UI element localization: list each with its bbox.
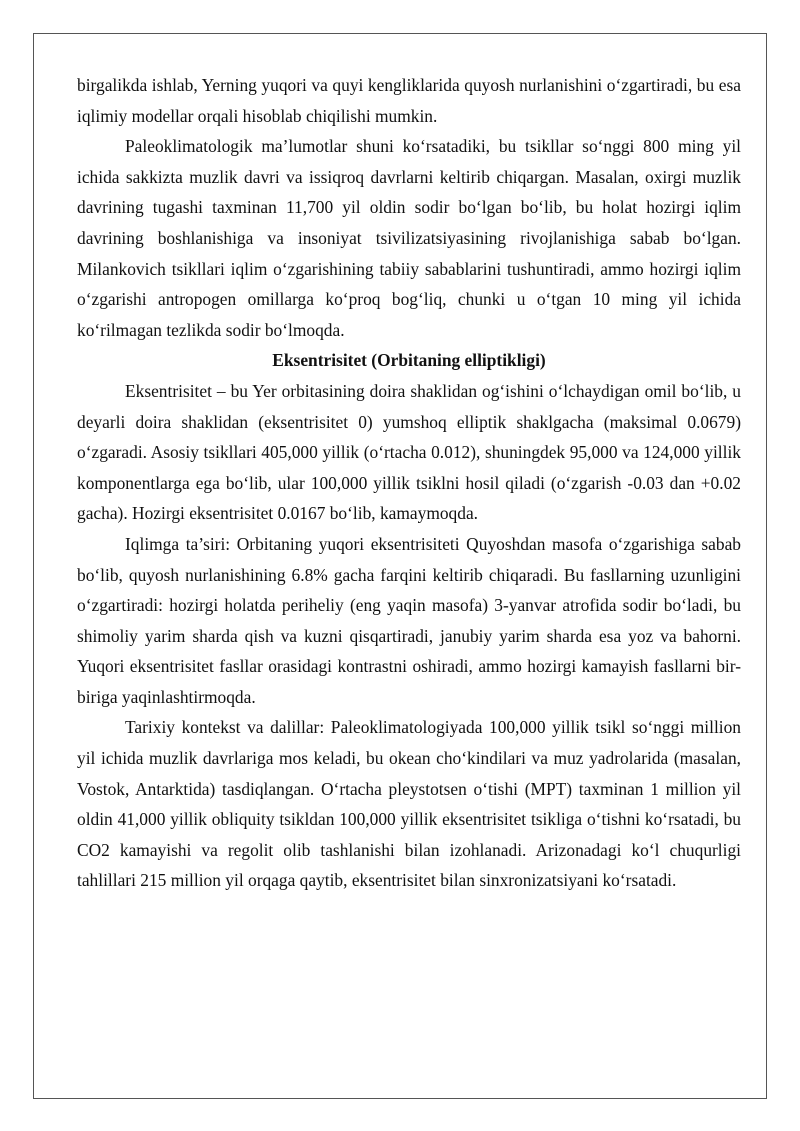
document-body [77,70,741,896]
paragraph-historical-context: Tarixiy kontekst va dalillar: Paleoklimatologiyada 100,000 yillik tsikl so‘nggi million yil ichida muzlik davrlariga mos keladi, bu okean cho‘kindilari va muz yadrolarida (masalan, Vostok, Antarktida) tasdiqlangan. O‘rtacha pleystotsen o‘tishi (MPT) taxminan 1 million yil oldin 41,000 yillik obliquity tsikldan 100,000 yillik eksentrisitet tsikliga o‘tishni ko‘rsatadi, bu CO2 kamayishi va regolit olib tashlanishi bilan izohlanadi. Arizonadagi ko‘l chuqurligi tahlillari 215 million yil orqaga qaytib, eksentrisitet bilan sinxronizatsiyani ko‘rsatadi. [77,717,741,891]
paragraph-climate-impact: Iqlimga ta’siri: Orbitaning yuqori eksentrisiteti Quyoshdan masofa o‘zgarishiga sabab bo‘lib, quyosh nurlanishining 6.8% gacha farqini keltirib chiqaradi. Bu fasllarning uzunligini o‘zgartiradi: hozirgi holatda periheliy (eng yaqin masofa) 3-yanvar atrofida sodir bo‘ladi, bu shimoliy yarim sharda qish va kuzni qisqartiradi, janubiy yarim sharda esa yoz va bahorni. Yuqori eksentrisitet fasllar orasidagi kontrastni oshiradi, ammo hozirgi kamayish fasllarni bir-biriga yaqinlashtirmoqda. [77,533,741,707]
paragraph-continuation: birgalikda ishlab, Yerning yuqori va quyi kengliklarida quyosh nurlanishini o‘zgartiradi, bu esa iqlimiy modellar orqali hisoblab chiqilishi mumkin. [77,75,741,126]
section-heading: Eksentrisitet (Orbitaning elliptikligi) [272,350,546,371]
paragraph-paleoclimate: Paleoklimatologik ma’lumotlar shuni ko‘rsatadiki, bu tsikllar so‘nggi 800 ming yil ichida sakkizta muzlik davri va issiqroq davrlarni keltirib chiqargan. Masalan, oxirgi muzlik davrining tugashi taxminan 11,700 yil oldin sodir bo‘lgan bo‘lib, bu holat hozirgi iqlim davrining boshlanishiga va insoniyat tsivilizatsiyasining rivojlanishiga sabab bo‘lgan. Milankovich tsikllari iqlim o‘zgarishining tabiiy sabablarini tushuntiradi, ammo hozirgi iqlim o‘zgarishi antropogen omillarga ko‘proq bog‘liq, chunki u o‘tgan 10 ming yil ichida ko‘rilmagan tezlikda sodir bo‘lmoqda. [77,136,741,340]
paragraph-eccentricity-definition: Eksentrisitet – bu Yer orbitasining doira shaklidan og‘ishini o‘lchaydigan omil bo‘lib, u deyarli doira shaklidan (eksentrisitet 0) yumshoq elliptik shaklgacha (maksimal 0.0679) o‘zgaradi. Asosiy tsikllari 405,000 yillik (o‘rtacha 0.012), shuningdek 95,000 va 124,000 yillik komponentlarga ega bo‘lib, ular 100,000 yillik tsiklni hosil qiladi (o‘zgarish -0.03 dan +0.02 gacha). Hozirgi eksentrisitet 0.0167 bo‘lib, kamaymoqda. [77,380,741,524]
